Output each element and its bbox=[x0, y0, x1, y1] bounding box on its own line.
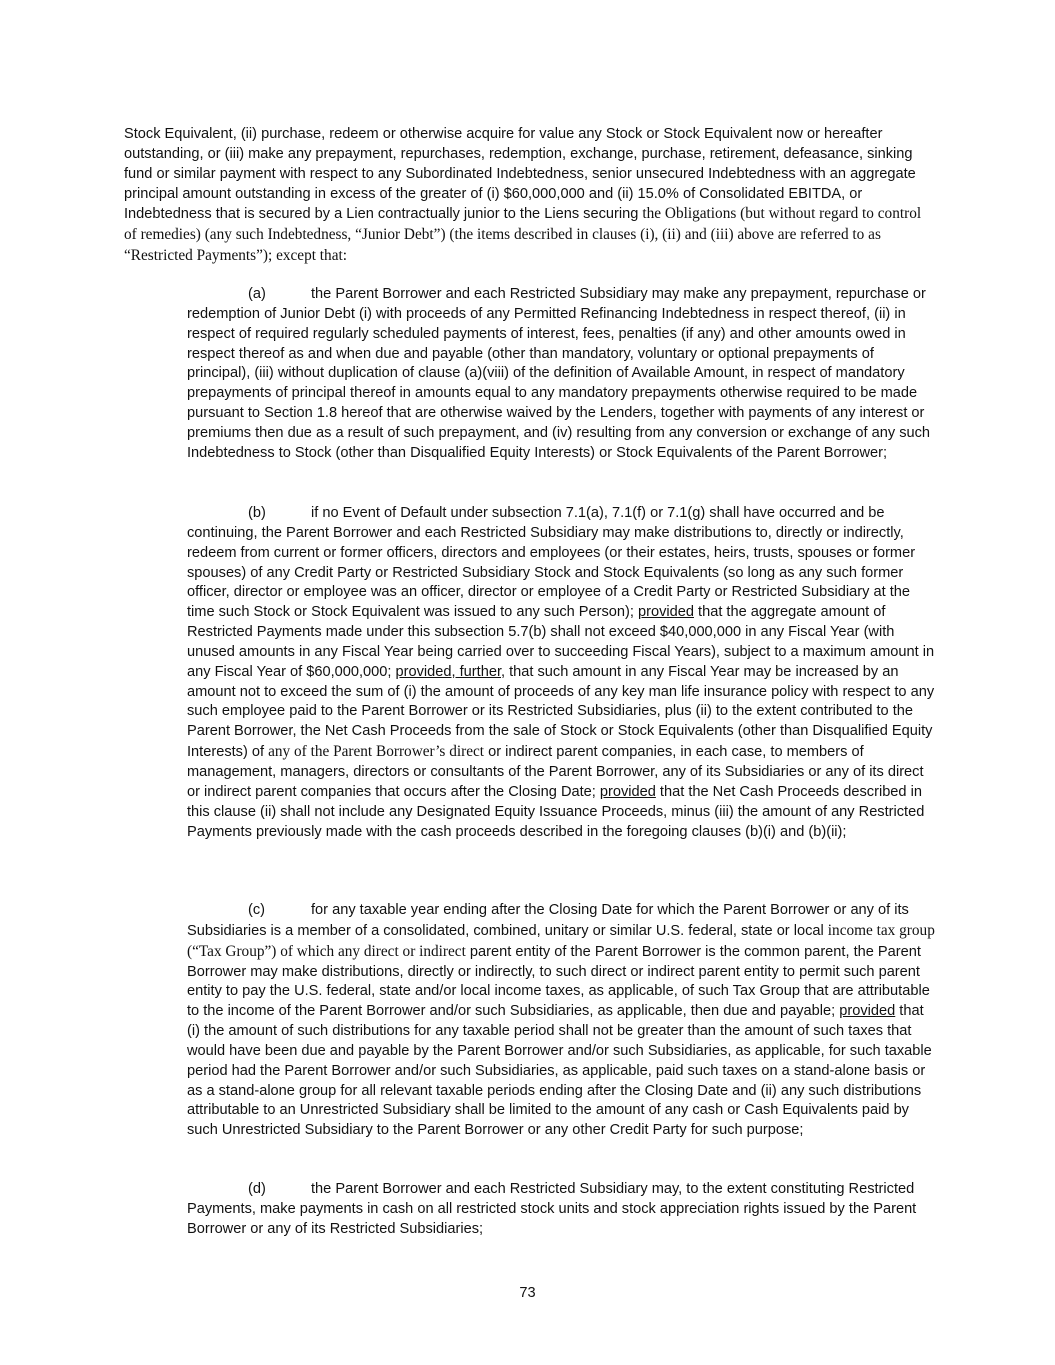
clause-c-text: parent entity of the Parent Borrower is the common parent, the Parent Borrower may make distributions, directly or indirectly, to such direct or indirect parent entity to permit such parent entity to pay the U.S. federal, state and/or local income taxes, as applicable, of such Tax Group that are attributable to the income of the Parent Borrower and/or such Subsidiaries, as applicable, then due and payable; bbox=[187, 943, 930, 1020]
clause-c-paragraph bbox=[187, 901, 935, 1141]
clause-b-paragraph bbox=[187, 504, 935, 842]
intro-paragraph bbox=[124, 125, 934, 267]
clause-c-label: (c) bbox=[248, 902, 266, 918]
clause-b-text: if no Event of Default under subsection 7.1(a), 7.1(f) or 7.1(g) shall have occurred and be continuing, the Parent Borrower and each Restricted Subsidiary may make distributions to, directly or indirectly, redeem from current or former officers, directors and employees (or their estates, heirs, trusts, spouses or former spouses) of any Credit Party or Restricted Subsidiary Stock and Stock Equivalents (so long as any such former officer, director or employee was an officer, director or employee of a Credit Party or Restricted Subsidiary at the time such Stock or Stock Equivalent was issued to any such Person); bbox=[187, 505, 916, 621]
clause-c-text: for any taxable year ending after the Closing Date for which the Parent Borrower or any of its Subsidiaries is a member of a consolidated, combined, unitary or similar U.S. federal, state or local bbox=[187, 902, 909, 939]
clause-b-text: that the aggregate amount of Restricted Payments made under this subsection 5.7(b) shall not exceed $40,000,000 in any Fiscal Year (with unused amounts in any Fiscal Year being carried over to succeeding Fiscal Years), subject to a maximum amount in any Fiscal Year of $60,000,000; bbox=[187, 604, 935, 680]
clause-b-text-serif: any of the Parent Borrower’s direct bbox=[268, 743, 485, 761]
clause-c-text: that (i) the amount of such distributions for any taxable period shall not be greater than the amount of such taxes that would have been due and payable by the Parent Borrower and/or such Subsidiaries, as applicable, for such taxable period had the Parent Borrower and/or such Subsidiaries, as applicable, paid such taxes on a stand-alone basis or as a stand-alone group for all relevant taxable periods ending after the Closing Date and (ii) any such distributions attributable to an Unrestricted Subsidiary shall be limited to the amount of any cash or Cash Equivalents paid by such Unrestricted Subsidiary to the Parent Borrower or any other Credit Party for such purpose; bbox=[187, 1003, 932, 1139]
clause-a-text: the Parent Borrower and each Restricted Subsidiary may make any prepayment, repurchase or redemption of Junior Debt (i) with proceeds of any Permitted Refinancing Indebtedness in respect thereof, (ii) in respect of required regularly scheduled payments of interest, fees, penalties (if any) and other amounts owed in respect thereof as and when due and payable (other than mandatory, voluntary or optional prepayments of principal), (iii) without duplication of clause (a)(viii) of the definition of Available Amount, in respect of mandatory prepayments of principal thereof in amounts equal to any mandatory prepayments otherwise required to be made pursuant to Section 1.8 hereof that are otherwise waived by the Lenders, together with payments of any interest or premiums then due as a result of such prepayment, and (iv) resulting from any conversion or exchange of any such Indebtedness to Stock (other than Disqualified Equity Interests) or Stock Equivalents of the Parent Borrower; bbox=[187, 286, 931, 461]
clause-c-provided: provided bbox=[839, 1003, 896, 1020]
clause-b-provided-further: provided, further bbox=[395, 663, 501, 680]
clause-b-text: , that such amount in any Fiscal Year may be increased by an amount not to exceed the sum of (i) the amount of proceeds of any key man life insurance policy with respect to any such employee paid to the Parent Borrower or its Restricted Subsidiaries, plus (ii) to the extent contributed to the Parent Borrower, the Net Cash Proceeds from the sale of Stock or Stock Equivalents (other than Disqualified Equity Interests) of bbox=[187, 663, 935, 761]
clause-d-text: the Parent Borrower and each Restricted Subsidiary may, to the extent constituting Restricted Payments, make payments in cash on all restricted stock units and stock appreciation rights issued by the Parent Borrower or any of its Restricted Subsidiaries; bbox=[187, 1181, 917, 1237]
page-number: 73 bbox=[519, 1285, 536, 1301]
intro-text-serif: the Obligations (but without regard to control of remedies) (any such Indebtedness, “Junior Debt”) (the items described in clauses (i), (ii) and (iii) above are referred to as “Restricted Payments”); except that: bbox=[124, 205, 922, 265]
clause-b-text: or indirect parent companies, in each case, to members of management, managers, directors or consultants of the Parent Borrower, any of its Subsidiaries or any of its direct or indirect parent companies that occurs after the Closing Date; bbox=[187, 744, 924, 800]
intro-text: Stock Equivalent, (ii) purchase, redeem or otherwise acquire for value any Stock or Stock Equivalent now or hereafter outstanding, or (iii) make any prepayment, repurchases, redemption, exchange, purchase, retirement, defeasance, sinking fund or similar payment with respect to any Subordinated Indebtedness, senior unsecured Indebtedness with an aggregate principal amount outstanding in excess of the greater of (i) $60,000,000 and (ii) 15.0% of Consolidated EBITDA, or Indebtedness that is secured by a Lien contractually junior to the Liens securing bbox=[124, 126, 916, 223]
clause-a-paragraph bbox=[187, 285, 935, 464]
clause-b-label: (b) bbox=[248, 505, 266, 521]
clause-b-provided: provided bbox=[638, 604, 694, 621]
clause-b-provided: provided bbox=[599, 783, 656, 800]
clause-a-label: (a) bbox=[248, 286, 266, 302]
clause-d-label: (d) bbox=[248, 1181, 266, 1197]
clause-b-text: that the Net Cash Proceeds described in this clause (ii) shall not include any Designated Equity Issuance Proceeds, minus (iii) the amount of any Restricted Payments previously made with the cash proceeds described in the foregoing clauses (b)(i) and (b)(ii); bbox=[187, 783, 925, 840]
clause-d-paragraph bbox=[187, 1180, 935, 1240]
clause-c-text-serif: income tax group (“Tax Group”) of which any direct or indirect bbox=[187, 921, 935, 960]
